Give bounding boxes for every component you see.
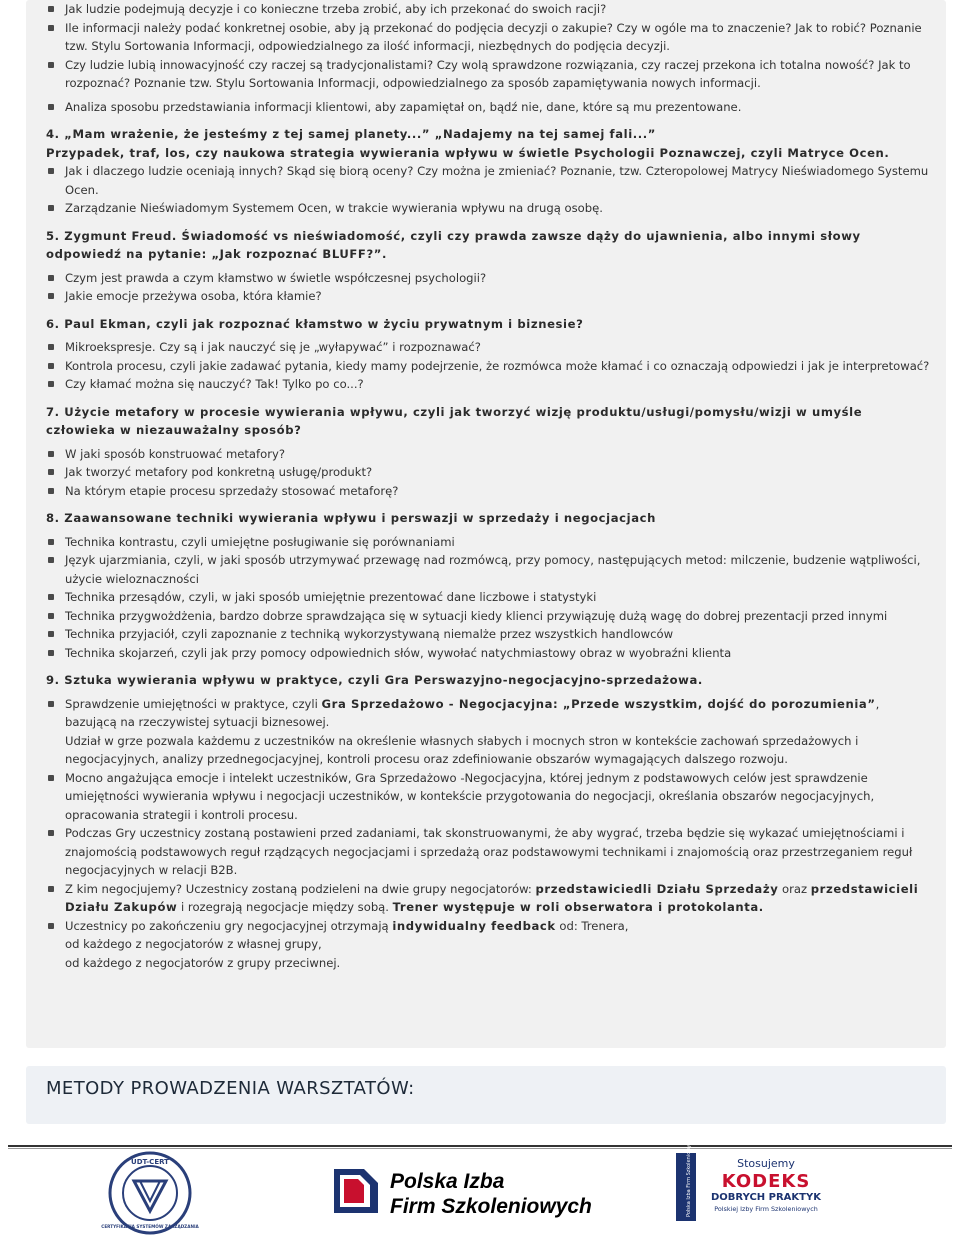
feedback-line: od każdego z negocjatorów z własnej grupy, — [65, 937, 322, 951]
section-9-heading: 9. Sztuka wywierania wpływu w praktyce, czyli Gra Perswazyjno-negocjacyjno-sprzedażowa. — [46, 673, 703, 687]
pifs-line-2: Firm Szkoleniowych — [390, 1195, 592, 1218]
section-6-list — [46, 338, 932, 394]
pifs-logo — [330, 1163, 592, 1219]
section-8-heading: 8. Zaawansowane techniki wywierania wpływu i perswazji w sprzedaży i negocjacjach — [46, 511, 656, 525]
text: i rozegrają negocjacje między sobą. — [177, 900, 393, 914]
list-item — [46, 880, 932, 917]
list-item: Zarządzanie Nieświadomym Systemem Ocen, w trakcie wywierania wpływu na drugą osobę. — [46, 199, 932, 218]
list-item: W jaki sposób konstruować metafory? — [46, 445, 932, 464]
section-8-list — [46, 533, 932, 663]
list-item: Podczas Gry uczestnicy zostaną postawieni przed zadaniami, tak skonstruowanymi, że aby wygrać, trzeba będzie się wykazać umiejętnościami i znajomością podstawowych reguł rządzących negocjacjami i sprzedażą oraz podstawowymi technikami i znajomością oraz przestrzeganiem reguł negocjacyjnych w relacji B2B. — [46, 824, 932, 880]
section-6-heading: 6. Paul Ekman, czyli jak rozpoznać kłamstwo w życiu prywatnym i biznesie? — [46, 316, 584, 331]
bold-text: przedstawiciedli Działu Sprzedaży — [535, 881, 779, 896]
methods-title: METODY PROWADZENIA WARSZTATÓW: — [46, 1078, 415, 1099]
bold-text: indywidualny feedback — [392, 918, 556, 933]
text: oraz — [778, 881, 811, 896]
list-item: Na którym etapie procesu sprzedaży stosować metaforę? — [46, 482, 932, 501]
text: Uczestnicy po zakończeniu gry negocjacyjnej otrzymają — [65, 918, 393, 933]
kodeks-side-text: Polska Izba Firm Szkoleniowych — [686, 1138, 692, 1217]
bold-text: Trener występuje w roli obserwatora i protokolanta. — [392, 900, 764, 914]
program-content — [46, 0, 932, 972]
feedback-line: od każdego z negocjatorów z grupy przeciwnej. — [65, 955, 341, 970]
section-5-heading: 5. Zygmunt Freud. Świadomość vs nieświadomość, czyli czy prawda zawsze dąży do ujawnienia, albo innymi słowy odpowiedź na pytanie: „Jak rozpoznać BLUFF?”. — [46, 228, 861, 261]
section-4-heading: 4. „Mam wrażenie, że jesteśmy z tej samej planety...” „Nadajemy na tej samej fali...” — [46, 127, 656, 141]
list-item: Jak tworzyć metafory pod konkretną usługę/produkt? — [46, 463, 932, 482]
list-item: Technika kontrastu, czyli umiejętne posługiwanie się porównaniami — [46, 533, 932, 552]
section-4-subheading: Przypadek, traf, los, czy naukowa strategia wywierania wpływu w świetle Psychologii Poznawczej, czyli Matryce Ocen. — [46, 145, 890, 160]
kodeks-logo — [676, 1138, 832, 1221]
text: Z kim negocjujemy? Uczestnicy zostaną podzieleni na dwie grupy negocjatorów: — [65, 881, 536, 896]
text: , bazującą na rzeczywistej sytuacji biznesowej. — [65, 696, 880, 729]
list-item: Mocno angażująca emocje i intelekt uczestników, Gra Sprzedażowo -Negocjacyjna, której jednym z podstawowych celów jest sprawdzenie umiejętności wywierania wpływu i negocjacji uczestników, w kontekście przygotowania do negocjacji, określania obszarów negocjacyjnych, opracowania strategii i kontroli procesu. — [46, 769, 932, 825]
udt-cert-bottom-text: CERTYFIKACJA SYSTEMÓW ZARZĄDZANIA — [101, 1224, 199, 1229]
section-7-list — [46, 445, 932, 501]
divider — [8, 1148, 952, 1149]
kodeks-line-3: DOBRYCH PRAKTYK — [711, 1192, 821, 1203]
bold-text: przedstawicieli Działu Zakupów — [65, 881, 919, 914]
list-item: Czy kłamać można się nauczyć? Tak! Tylko po co...? — [46, 375, 932, 394]
list-item: Jakie emocje przeżywa osoba, która kłamie? — [46, 287, 932, 306]
list-item: Kontrola procesu, czyli jakie zadawać pytania, kiedy mamy podejrzenie, że rozmówca może kłamać i co oznaczają odpowiedzi i jak je interpretować? — [46, 357, 932, 376]
game-title: Gra Sprzedażowo - Negocjacyjna: „Przede wszystkim, dojść do porozumienia” — [321, 696, 876, 711]
methods-panel — [26, 1066, 946, 1124]
footer-logos — [8, 1138, 952, 1235]
pifs-line-1: Polska Izba — [390, 1170, 505, 1193]
udt-cert-logo — [101, 1151, 199, 1235]
list-item: Język ujarzmiania, czyli, w jaki sposób utrzymywać przewagę nad rozmówcą, przy pomocy, następujących metod: milczenie, budzenie wątpliwości, użycie wieloznaczności — [46, 551, 932, 588]
section-9-list — [46, 695, 932, 973]
list-item: Technika skojarzeń, czyli jak przy pomocy odpowiednich słów, wywołać natychmiastowy obraz w wyobraźni klienta — [46, 644, 932, 663]
list-item — [46, 917, 932, 973]
list-a — [46, 0, 932, 93]
udt-cert-top-text: UDT-CERT — [131, 1158, 169, 1166]
list-item: Analiza sposobu przedstawiania informacji klientowi, aby zapamiętał on, bądź nie, dane, które są mu prezentowane. — [46, 98, 932, 117]
list-item: Czym jest prawda a czym kłamstwo w świetle współczesnej psychologii? — [46, 269, 932, 288]
list-item: Mikroekspresje. Czy są i jak nauczyć się je „wyłapywać” i rozpoznawać? — [46, 338, 932, 357]
kodeks-line-2: KODEKS — [721, 1171, 811, 1192]
divider — [8, 1145, 952, 1147]
list-item: Technika przesądów, czyli, w jaki sposób umiejętnie prezentować dane liczbowe i statystyki — [46, 588, 932, 607]
list-item: Technika przyjaciół, czyli zapoznanie z techniką wykorzystywaną niemalże przez wszystkich handlowców — [46, 625, 932, 644]
list-item: Czy ludzie lubią innowacyjność czy raczej są tradycjonalistami? Czy wolą sprawdzone rozwiązania, czy raczej przekona ich totalna nowość? Jak to rozpoznać? Poznanie tzw. Stylu Sortowania Informacji, odpowiedzialnego za sposób zapamiętywania nowych informacji. — [46, 56, 932, 93]
paragraph: Udział w grze pozwala każdemu z uczestników na określenie własnych słabych i mocnych stron w kontekście zachowań sprzedażowych i negocjacyjnych, analizy przednegocjacyjnej, kontroli procesu oraz zdefiniowanie obszarów wymagających dalszego rozwoju. — [65, 733, 859, 766]
list-item: Jak ludzie podejmują decyzje i co konieczne trzeba zrobić, aby ich przekonać do swoich racji? — [46, 0, 932, 19]
kodeks-line-1: Stosujemy — [737, 1157, 795, 1170]
section-4-list — [46, 162, 932, 218]
list-item — [46, 695, 932, 769]
kodeks-line-4: Polskiej Izby Firm Szkoleniowych — [714, 1205, 818, 1213]
text: od: Trenera, — [555, 918, 629, 933]
list-a-last — [46, 98, 932, 117]
list-item: Jak i dlaczego ludzie oceniają innych? Skąd się biorą oceny? Czy można je zmieniać? Poznanie, tzw. Czteropolowej Matrycy Nieświadomego Systemu Ocen. — [46, 162, 932, 199]
text: Sprawdzenie umiejętności w praktyce, czyli — [65, 696, 322, 711]
section-7-heading: 7. Użycie metafory w procesie wywierania wpływu, czyli jak tworzyć wizję produktu/usługi/pomysłu/wizji w umyśle człowieka w niezauważalny sposób? — [46, 404, 863, 437]
list-item: Ile informacji należy podać konkretnej osobie, aby ją przekonać do podjęcia decyzji o zakupie? Czy w ogóle ma to znaczenie? Jak to robić? Poznanie tzw. Stylu Sortowania Informacji, odpowiedzialnego za ilość informacji, niezbędnych do podjęcia decyzji. — [46, 19, 932, 56]
list-item: Technika przygwożdżenia, bardzo dobrze sprawdzająca się w sytuacji kiedy klienci przywiązuję dużą wagę do dobrej prezentacji przed innymi — [46, 607, 932, 626]
section-5-list — [46, 269, 932, 306]
